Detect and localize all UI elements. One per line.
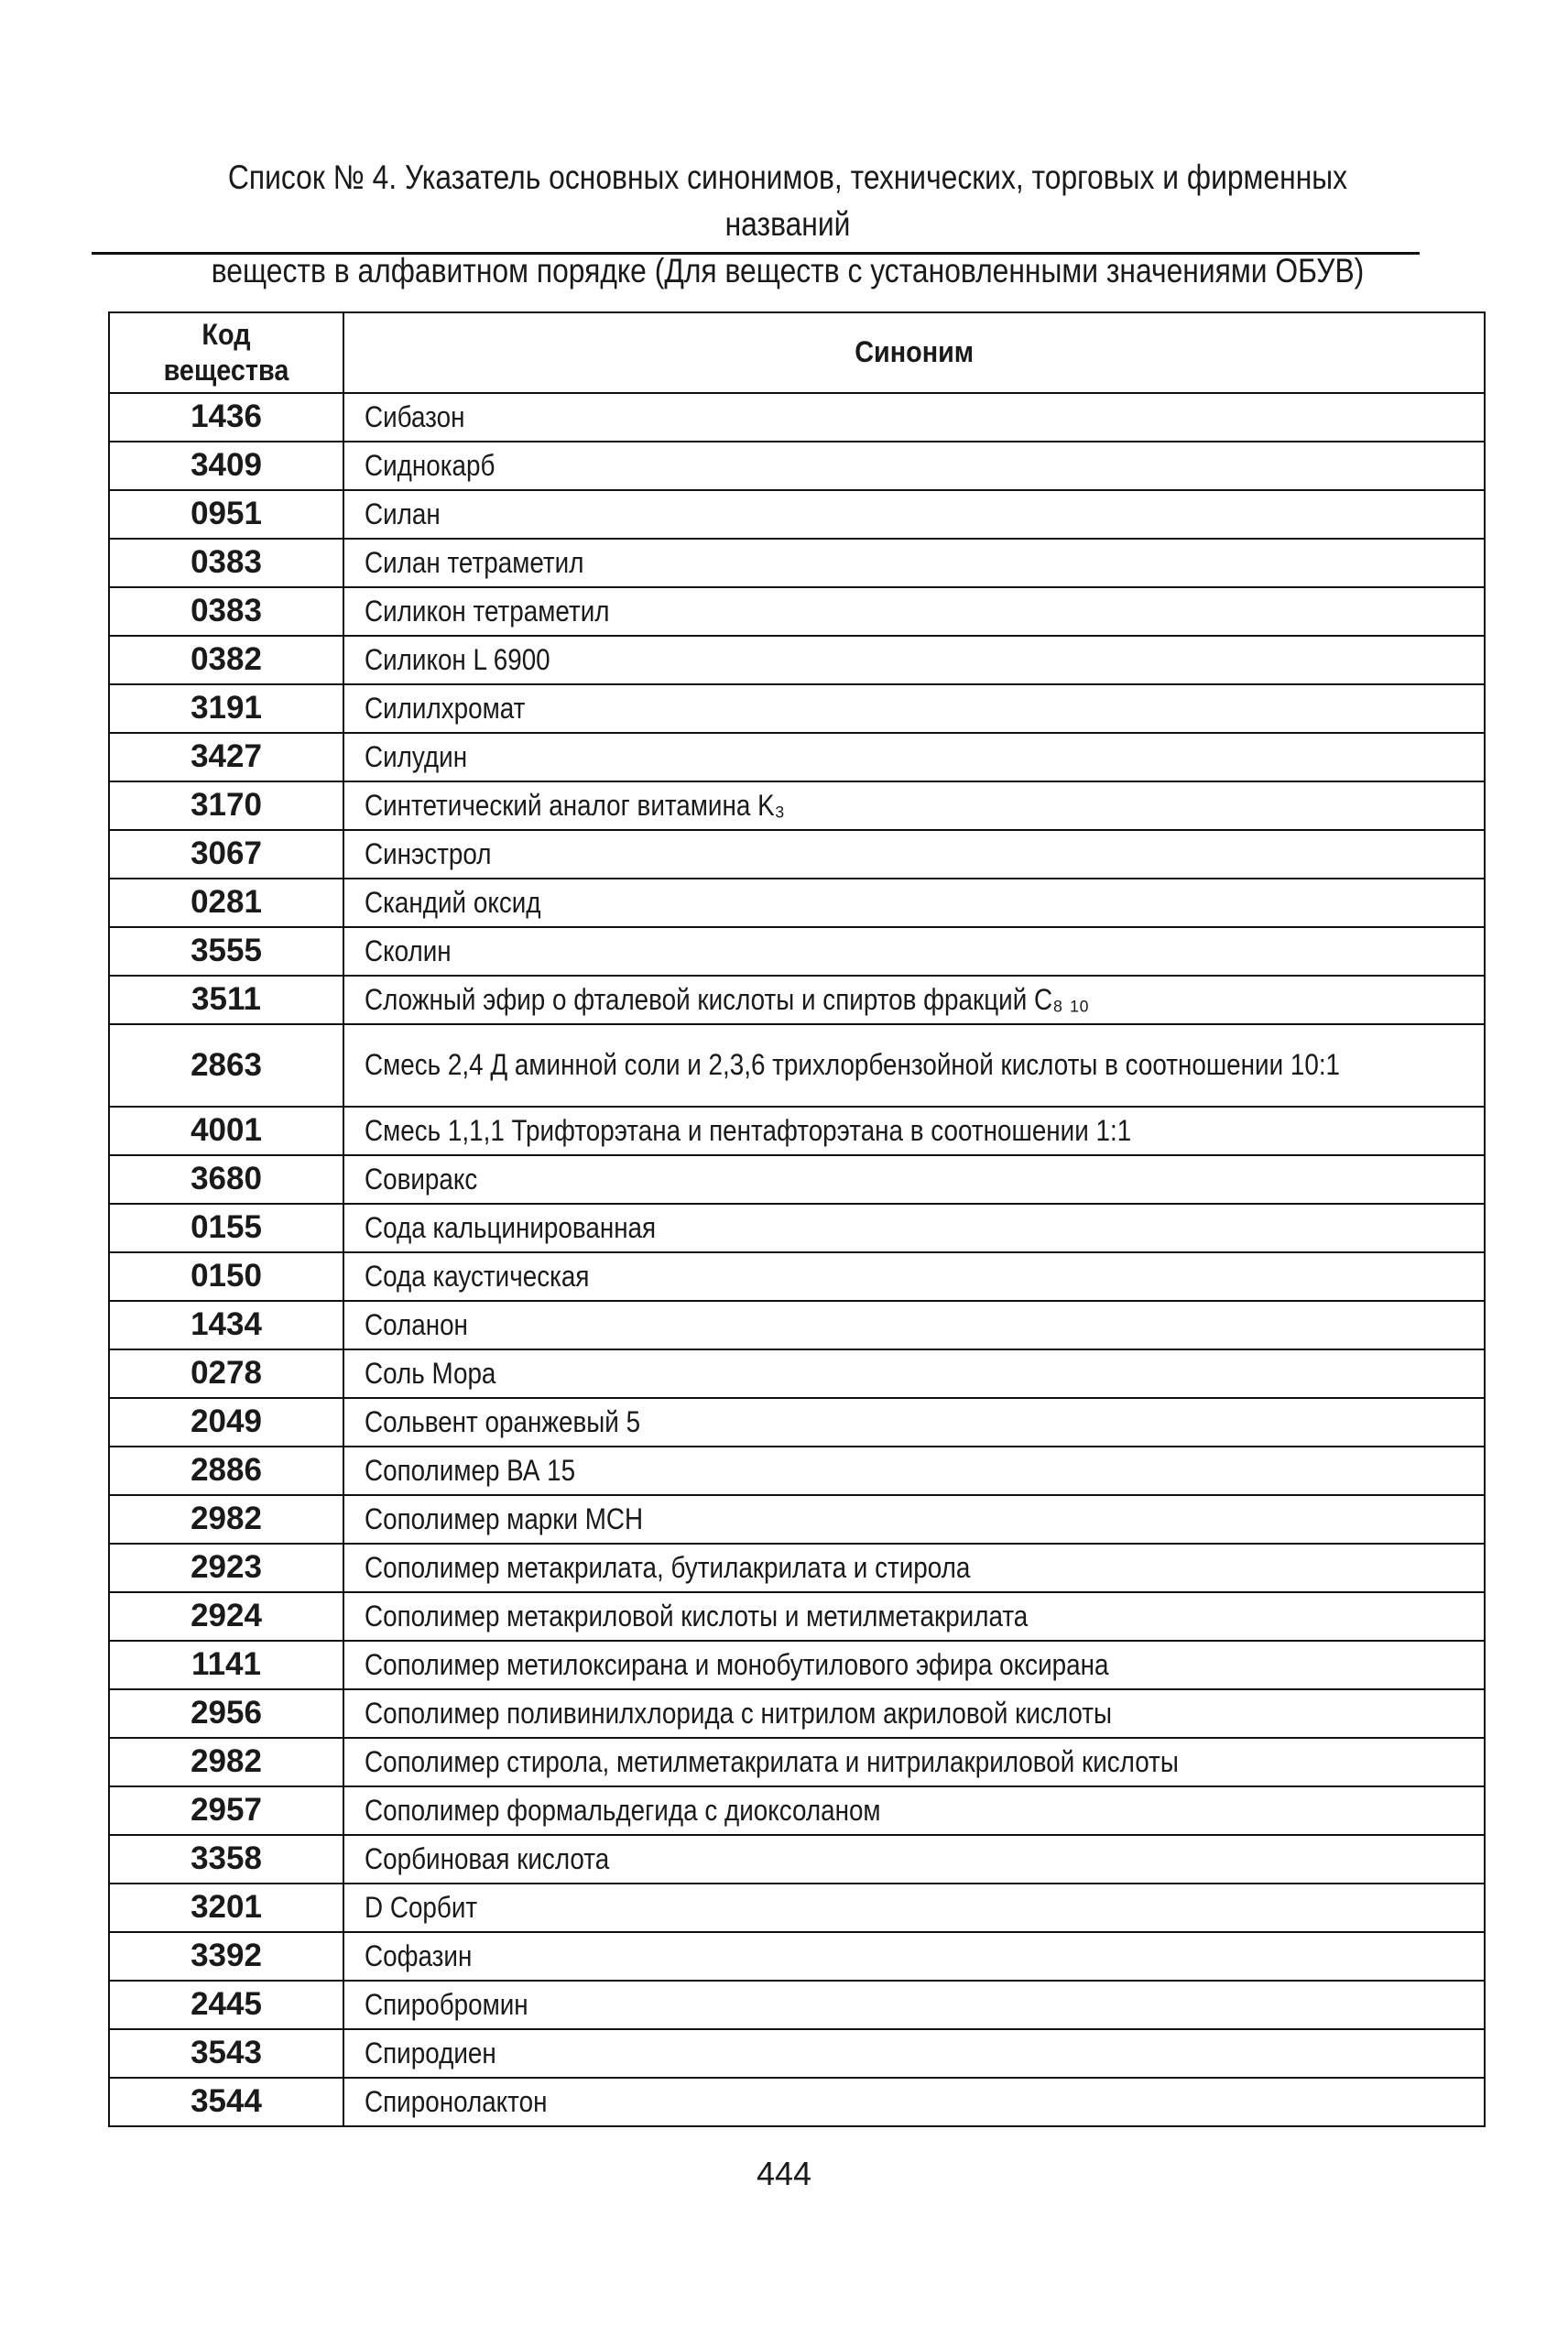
synonym-name: Спиронолактон [365, 2084, 548, 2118]
substance-code: 0382 [109, 636, 343, 684]
synonym-cell [343, 1932, 1485, 1981]
table-row [109, 393, 1485, 442]
synonym-cell [343, 393, 1485, 442]
synonym-name: Сополимер метилоксирана и монобутилового эфира оксирана [365, 1647, 1109, 1681]
synonym-cell [343, 490, 1485, 539]
table-row [109, 1349, 1485, 1398]
column-header-code-line-2: вещества [163, 354, 289, 387]
synonym-cell [343, 830, 1485, 879]
substance-code: 3170 [109, 781, 343, 830]
substance-code: 2445 [109, 1981, 343, 2029]
synonym-name: D Сорбит [365, 1890, 478, 1924]
substance-code: 2957 [109, 1786, 343, 1835]
synonym-name: Силан [365, 497, 441, 530]
header-rule [92, 252, 1420, 255]
synonym-name: Сополимер ВА 15 [365, 1453, 576, 1487]
synonym-name: Скандий оксид [365, 885, 541, 919]
table-row [109, 587, 1485, 636]
synonym-cell [343, 1024, 1485, 1107]
synonym-cell [343, 1398, 1485, 1447]
page-number: 444 [756, 2155, 812, 2192]
table-row [109, 733, 1485, 781]
synonym-cell [343, 2078, 1485, 2126]
header-line-1: Список № 4. Указатель основных синонимов, технических, торговых и фирменных названий [227, 158, 1348, 244]
synonym-cell [343, 1592, 1485, 1641]
table-row [109, 636, 1485, 684]
substance-code: 2982 [109, 1495, 343, 1544]
substance-code: 2049 [109, 1398, 343, 1447]
table-row [109, 1301, 1485, 1349]
synonym-name: Силилхромат [365, 691, 526, 725]
substance-code: 1436 [109, 393, 343, 442]
substance-code: 3555 [109, 927, 343, 976]
synonym-name: Софазин [365, 1938, 473, 1972]
synonym-cell [343, 539, 1485, 587]
synonym-name: Сополимер стирола, метилметакрилата и нитрилакриловой кислоты [365, 1744, 1179, 1778]
synonym-name: Силикон L 6900 [365, 642, 550, 676]
synonym-cell [343, 1155, 1485, 1204]
table-row [109, 879, 1485, 927]
synonym-name: Сода каустическая [365, 1259, 590, 1293]
substance-code: 2956 [109, 1689, 343, 1738]
table-row [109, 1932, 1485, 1981]
synonym-cell [343, 636, 1485, 684]
synonym-cell [343, 587, 1485, 636]
substance-code: 0278 [109, 1349, 343, 1398]
table-row [109, 1024, 1485, 1107]
synonym-name: Силудин [365, 739, 468, 773]
substance-code: 4001 [109, 1107, 343, 1155]
table-row [109, 1107, 1485, 1155]
synonym-cell [343, 1301, 1485, 1349]
synonym-name: Синтетический аналог витамина K₃ [365, 788, 785, 822]
synonym-name: Сополимер марки МСН [365, 1502, 644, 1535]
synonym-cell [343, 1786, 1485, 1835]
synonym-cell [343, 927, 1485, 976]
synonym-cell [343, 1495, 1485, 1544]
synonym-name: Сода кальцинированная [365, 1210, 657, 1244]
synonym-cell [343, 1641, 1485, 1689]
substance-code: 2923 [109, 1544, 343, 1592]
synonym-name: Сибазон [365, 399, 465, 433]
table-row [109, 1786, 1485, 1835]
table-header-row [109, 312, 1485, 393]
synonym-cell [343, 976, 1485, 1024]
synonym-name: Соланон [365, 1307, 468, 1341]
table-row [109, 2078, 1485, 2126]
synonym-name: Совиракс [365, 1162, 478, 1196]
substance-code: 2982 [109, 1738, 343, 1786]
table-row [109, 1398, 1485, 1447]
table-row [109, 684, 1485, 733]
table-row [109, 442, 1485, 490]
header-line-2: веществ в алфавитном порядке (Для веществ с установленными значениями ОБУВ) [211, 252, 1365, 290]
table-body [109, 393, 1485, 2126]
synonym-cell [343, 1447, 1485, 1495]
table-row [109, 1495, 1485, 1544]
synonym-name: Сложный эфир о фталевой кислоты и спиртов фракций C₈ ₁₀ [365, 982, 1090, 1016]
synonym-name: Сольвент оранжевый 5 [365, 1404, 641, 1438]
synonym-cell [343, 879, 1485, 927]
substance-code: 3358 [109, 1835, 343, 1884]
substance-code: 3201 [109, 1884, 343, 1932]
substance-code: 3511 [109, 976, 343, 1024]
table-row [109, 1835, 1485, 1884]
synonym-name: Смесь 2,4 Д аминной соли и 2,3,6 трихлорбензойной кислоты в соотношении 10:1 [365, 1048, 1341, 1082]
table-row [109, 490, 1485, 539]
table-row [109, 830, 1485, 879]
table-row [109, 1884, 1485, 1932]
synonym-name: Силикон тетраметил [365, 594, 610, 628]
substance-code: 0383 [109, 587, 343, 636]
synonym-cell [343, 442, 1485, 490]
synonym-name: Сиднокарб [365, 448, 495, 482]
synonym-cell [343, 1544, 1485, 1592]
synonym-name: Спиродиен [365, 2036, 496, 2069]
table-row [109, 1738, 1485, 1786]
substance-code: 0951 [109, 490, 343, 539]
table-row [109, 1252, 1485, 1301]
table-row [109, 2029, 1485, 2078]
substance-code: 3543 [109, 2029, 343, 2078]
table-row [109, 976, 1485, 1024]
table-row [109, 1592, 1485, 1641]
substance-code: 3544 [109, 2078, 343, 2126]
synonym-cell [343, 1884, 1485, 1932]
substance-code: 0150 [109, 1252, 343, 1301]
synonym-cell [343, 1252, 1485, 1301]
substance-code: 2886 [109, 1447, 343, 1495]
synonym-cell [343, 733, 1485, 781]
table-row [109, 1204, 1485, 1252]
synonym-cell [343, 1835, 1485, 1884]
synonym-cell [343, 684, 1485, 733]
synonym-name: Смесь 1,1,1 Трифторэтана и пентафторэтана в соотношении 1:1 [365, 1113, 1132, 1147]
column-header-code [109, 312, 343, 393]
synonym-cell [343, 781, 1485, 830]
table-row [109, 1689, 1485, 1738]
synonym-name: Сколин [365, 934, 452, 967]
table-row [109, 1155, 1485, 1204]
synonym-cell [343, 2029, 1485, 2078]
substance-code: 3392 [109, 1932, 343, 1981]
substance-code: 1141 [109, 1641, 343, 1689]
synonym-cell [343, 1981, 1485, 2029]
synonym-cell [343, 1689, 1485, 1738]
table-row [109, 1981, 1485, 2029]
substance-code: 1434 [109, 1301, 343, 1349]
substance-code: 2863 [109, 1024, 343, 1107]
column-header-synonym-label: Синоним [855, 335, 974, 369]
table-row [109, 539, 1485, 587]
synonym-cell [343, 1107, 1485, 1155]
table-row [109, 1544, 1485, 1592]
synonym-name: Сополимер метакриловой кислоты и метилметакрилата [365, 1599, 1029, 1633]
table-row [109, 927, 1485, 976]
substance-code: 0155 [109, 1204, 343, 1252]
column-header-code-line-1: Код [201, 317, 251, 351]
synonym-name: Сополимер формальдегида с диоксоланом [365, 1793, 881, 1827]
substance-code: 3191 [109, 684, 343, 733]
synonym-name: Сополимер метакрилата, бутилакрилата и стирола [365, 1550, 971, 1584]
substance-code: 0281 [109, 879, 343, 927]
synonym-name: Сополимер поливинилхлорида с нитрилом акриловой кислоты [365, 1696, 1112, 1730]
synonym-cell [343, 1349, 1485, 1398]
synonym-cell [343, 1738, 1485, 1786]
substance-code: 3427 [109, 733, 343, 781]
synonym-name: Соль Мора [365, 1356, 496, 1390]
substance-code: 3409 [109, 442, 343, 490]
synonym-name: Синэстрол [365, 836, 492, 870]
synonym-name: Спиробромин [365, 1987, 528, 2021]
table-row [109, 1641, 1485, 1689]
synonym-cell [343, 1204, 1485, 1252]
substance-code: 0383 [109, 539, 343, 587]
table-row [109, 1447, 1485, 1495]
synonym-table [108, 311, 1486, 2127]
page-header [189, 154, 1386, 294]
synonym-name: Силан тетраметил [365, 545, 584, 579]
synonym-name: Сорбиновая кислота [365, 1841, 610, 1875]
table-row [109, 781, 1485, 830]
substance-code: 3067 [109, 830, 343, 879]
column-header-synonym [343, 312, 1485, 393]
substance-code: 3680 [109, 1155, 343, 1204]
substance-code: 2924 [109, 1592, 343, 1641]
